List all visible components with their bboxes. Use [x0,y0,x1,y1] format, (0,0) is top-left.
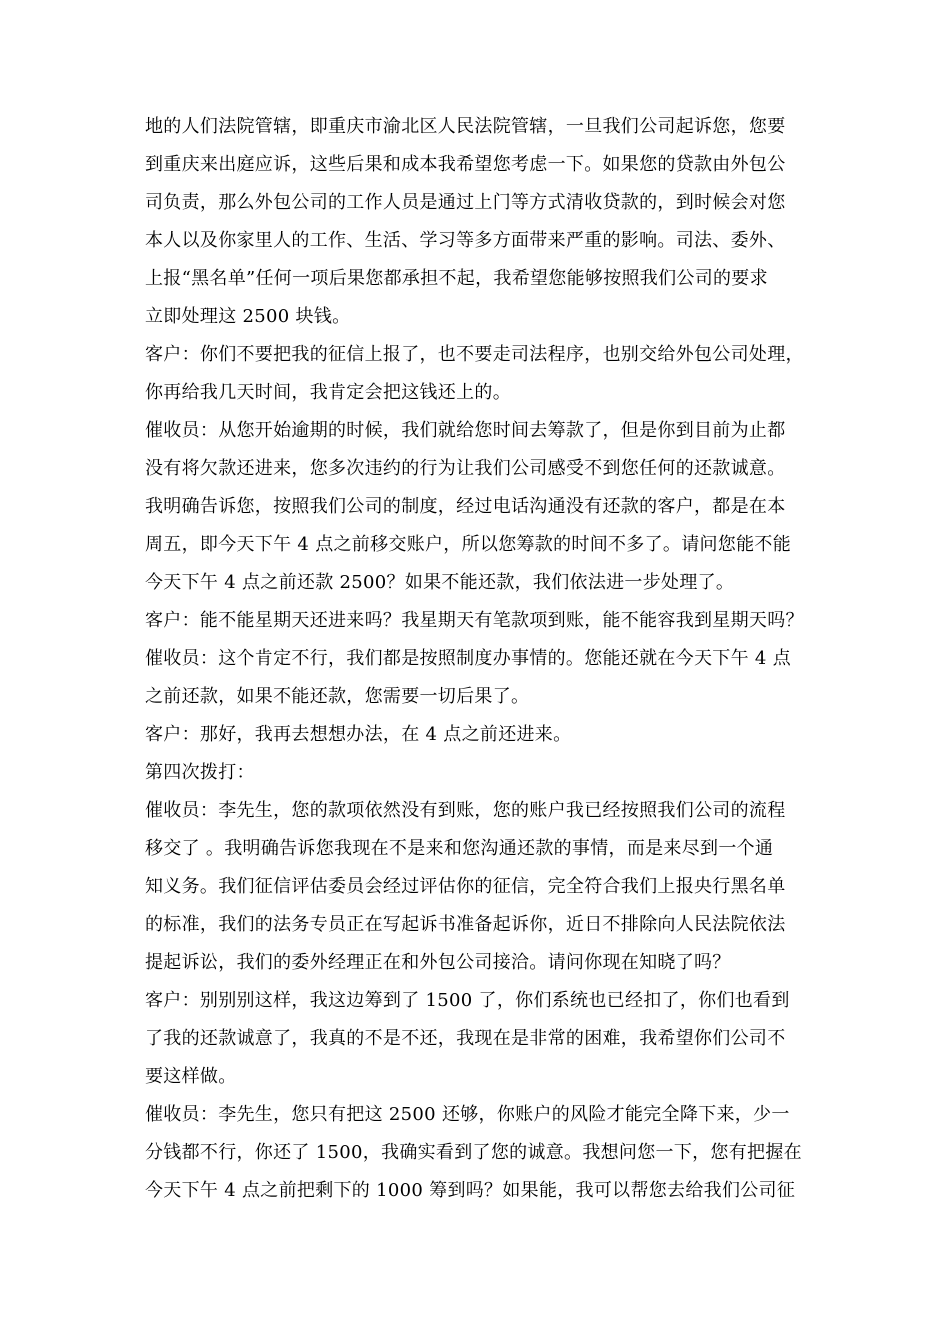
text-line: 客户：别别别这样，我这边筹到了 1500 了，你们系统也已经扣了，你们也看到 [145,990,790,1011]
text-line: 司负责，那么外包公司的工作人员是通过上门等方式清收贷款的，到时候会对您 [145,192,786,213]
text-line: 立即处理这 2500 块钱。 [145,306,351,327]
text-line: 催收员：李先生，您的款项依然没有到账，您的账户我已经按照我们公司的流程 [145,800,786,821]
text-line: 催收员：这个肯定不行，我们都是按照制度办事情的。您能还就在今天下午 4 点 [145,648,791,669]
text-line: 移交了 。我明确告诉您我现在不是来和您沟通还款的事情，而是来尽到一个通 [145,838,774,859]
text-line: 没有将欠款还进来，您多次违约的行为让我们公司感受不到您任何的还款诚意。 [145,458,786,479]
text-line: 周五，即今天下午 4 点之前移交账户，所以您筹款的时间不多了。请问您能不能 [145,534,791,555]
text-line: 提起诉讼，我们的委外经理正在和外包公司接洽。请问你现在知晓了吗？ [145,952,731,973]
text-line: 今天下午 4 点之前还款 2500？如果不能还款，我们依法进一步处理了。 [145,572,735,593]
text-line: 了我的还款诚意了，我真的不是不还，我现在是非常的困难，我希望你们公司不 [145,1028,786,1049]
text-line: 你再给我几天时间，我肯定会把这钱还上的。 [145,382,511,403]
text-line: 客户：那好，我再去想想办法，在 4 点之前还进来。 [145,724,572,745]
text-line: 催收员：从您开始逾期的时候，我们就给您时间去筹款了，但是你到目前为止都 [145,420,786,441]
text-line: 上报“黑名单”任何一项后果您都承担不起，我希望您能够按照我们公司的要求 [145,268,768,289]
text-line: 本人以及你家里人的工作、生活、学习等多方面带来严重的影响。司法、委外、 [145,230,786,251]
document-body [145,108,845,1210]
text-line: 要这样做。 [145,1066,237,1087]
text-line: 到重庆来出庭应诉，这些后果和成本我希望您考虑一下。如果您的贷款由外包公 [145,154,786,175]
text-line: 之前还款，如果不能还款，您需要一切后果了。 [145,686,530,707]
text-line: 我明确告诉您，按照我们公司的制度，经过电话沟通没有还款的客户，都是在本 [145,496,786,517]
text-line: 客户：能不能星期天还进来吗？我星期天有笔款项到账，能不能容我到星期天吗？ [145,610,804,631]
text-line: 的标准，我们的法务专员正在写起诉书准备起诉你，近日不排除向人民法院依法 [145,914,786,935]
text-line: 客户：你们不要把我的征信上报了，也不要走司法程序，也别交给外包公司处理， [145,344,804,365]
text-line: 知义务。我们征信评估委员会经过评估你的征信，完全符合我们上报央行黑名单 [145,876,786,897]
text-line: 今天下午 4 点之前把剩下的 1000 筹到吗？如果能，我可以帮您去给我们公司征 [145,1180,796,1201]
text-line: 地的人们法院管辖，即重庆市渝北区人民法院管辖，一旦我们公司起诉您，您要 [145,116,786,137]
section-heading: 第四次拨打： [145,762,255,783]
text-line: 分钱都不行，你还了 1500，我确实看到了您的诚意。我想问您一下，您有把握在 [145,1142,802,1163]
text-line: 催收员：李先生，您只有把这 2500 还够，你账户的风险才能完全降下来，少一 [145,1104,790,1125]
